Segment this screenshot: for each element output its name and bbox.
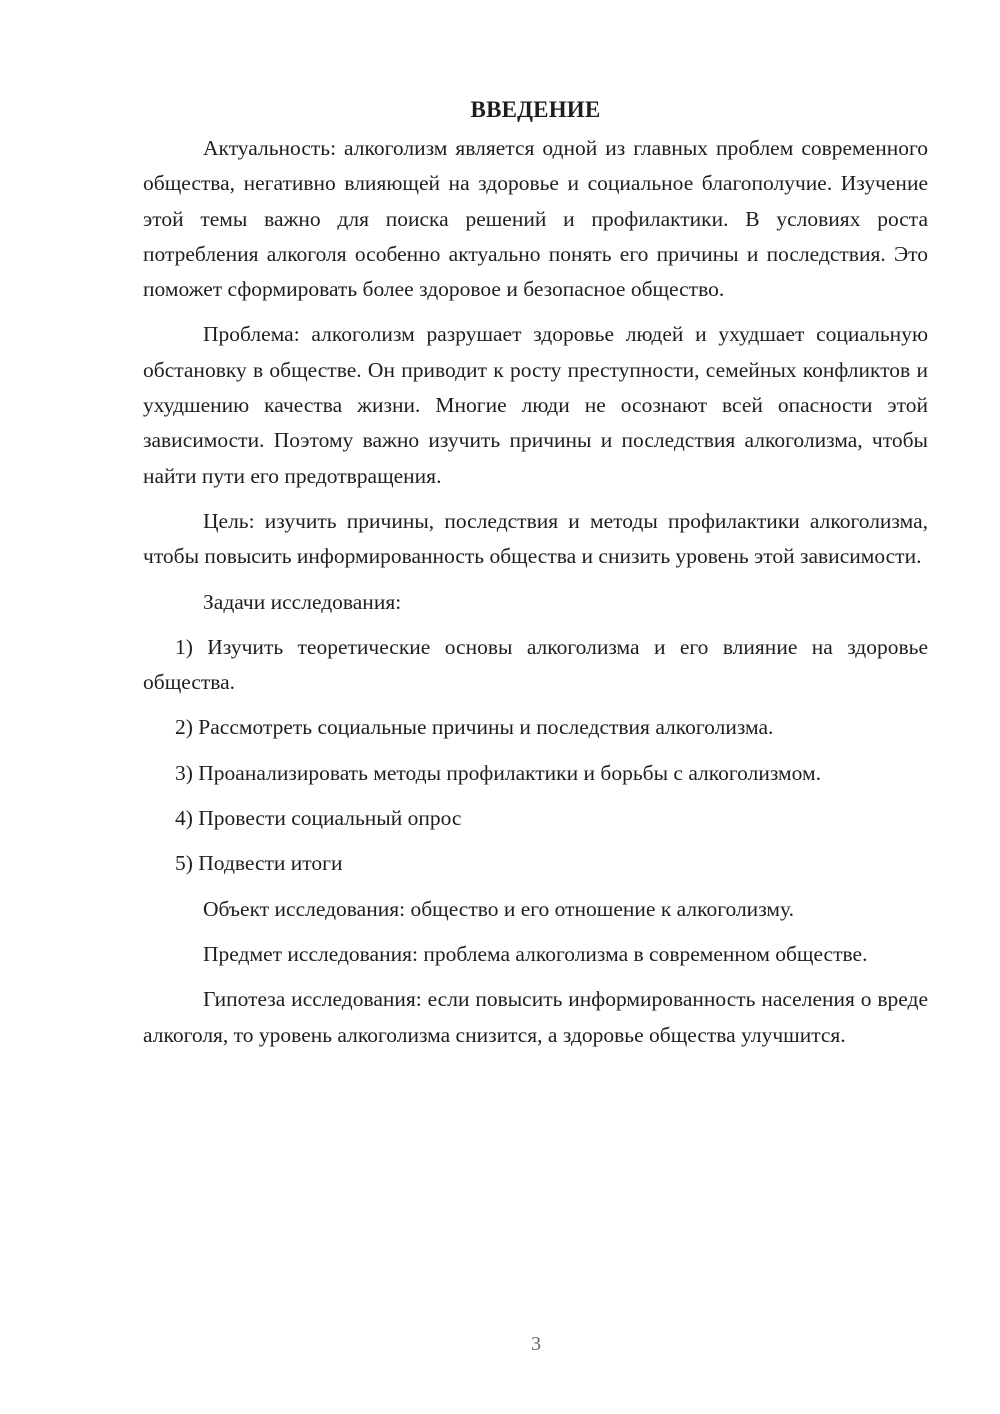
task-item-4: 4) Провести социальный опрос <box>175 806 462 831</box>
subject-paragraph: Предмет исследования: проблема алкоголизма в современном обществе. <box>203 941 868 966</box>
task-item-1: 1) Изучить теоретические основы алкоголизма и его влияние на здоровье общества. <box>143 634 928 695</box>
task-item-3: 3) Проанализировать методы профилактики и борьбы с алкоголизмом. <box>175 760 821 785</box>
problem-paragraph: Проблема: алкоголизм разрушает здоровье людей и ухудшает социальную обстановку в обществе. Он приводит к росту преступности, семейных конфликтов и ухудшению качества жизни. Многие люди не осознают всей опасности этой зависимости. Поэтому важно изучить причины и последствия алкоголизма, чтобы найти пути его предотвращения. <box>143 322 928 488</box>
task-item-5: 5) Подвести итоги <box>175 851 343 876</box>
object-paragraph: Объект исследования: общество и его отношение к алкоголизму. <box>203 896 794 921</box>
tasks-heading: Задачи исследования: <box>203 589 402 614</box>
relevance-paragraph: Актуальность: алкоголизм является одной из главных проблем современного общества, негативно влияющей на здоровье и социальное благополучие. Изучение этой темы важно для поиска решений и профилактики. В условиях роста потребления алкоголя особенно актуально понять его причины и последствия. Это поможет сформировать более здоровое и безопасное общество. <box>143 136 928 302</box>
page-title: ВВЕДЕНИЕ <box>470 97 601 122</box>
document-page <box>143 92 928 1053</box>
page-number: 3 <box>531 1333 541 1355</box>
hypothesis-paragraph: Гипотеза исследования: если повысить информированность населения о вреде алкоголя, то уровень алкоголизма снизится, а здоровье общества улучшится. <box>143 987 928 1047</box>
goal-paragraph: Цель: изучить причины, последствия и методы профилактики алкоголизма, чтобы повысить информированность общества и снизить уровень этой зависимости. <box>143 508 928 569</box>
task-item-2: 2) Рассмотреть социальные причины и последствия алкоголизма. <box>175 715 774 740</box>
